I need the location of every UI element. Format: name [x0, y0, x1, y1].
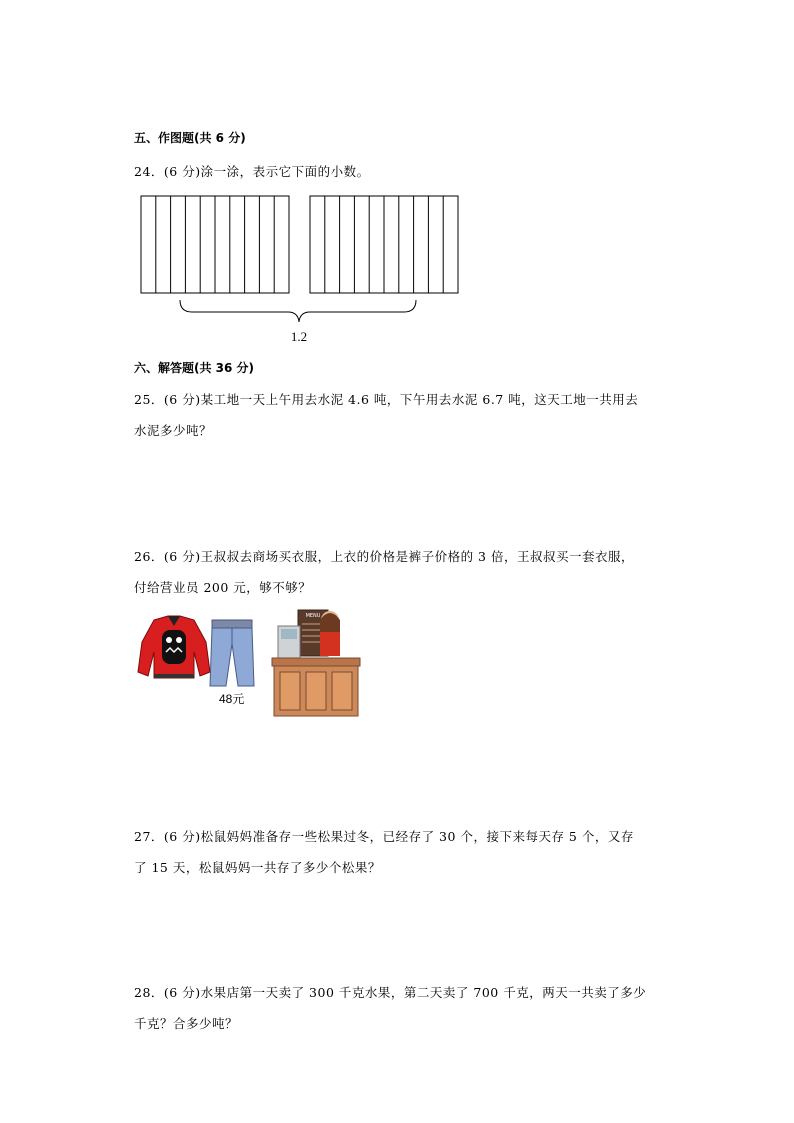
section-title-drawing: 五、作图题(共 6 分)	[134, 131, 246, 145]
pants-image	[210, 618, 260, 688]
question-25-line-1: 25．(6 分)某工地一天上午用去水泥 4.6 吨，下午用去水泥 6.7 吨，这天工地一共用去	[134, 392, 639, 407]
menu-sign-text: MENU	[305, 613, 321, 619]
brace-label: 1.2	[290, 329, 308, 344]
jacket-image	[134, 612, 214, 682]
question-27-line-2: 了 15 天，松鼠妈妈一共存了多少个松果？	[134, 860, 381, 875]
section-title-answers: 六、解答题(共 36 分)	[134, 361, 255, 375]
question-28-line-2: 千克？合多少吨？	[134, 1016, 239, 1031]
question-26-line-1: 26．(6 分)王叔叔去商场买衣服，上衣的价格是裤子价格的 3 倍，王叔叔买一套衣服，	[134, 549, 634, 564]
question-24-text: 24．(6 分)涂一涂，表示它下面的小数。	[134, 164, 370, 179]
pants-price: 48元	[219, 692, 245, 706]
question-27-line-1: 27．(6 分)松鼠妈妈准备存一些松果过冬，已经存了 30 个，接下来每天存 5 个，又存	[134, 829, 634, 844]
question-28-line-1: 28．(6 分)水果店第一天卖了 300 千克水果，第二天卖了 700 千克，两天一共卖了多少	[134, 985, 647, 1000]
curly-brace	[180, 300, 416, 322]
decimal-grid-figure	[0, 0, 794, 360]
grid-left	[141, 196, 289, 293]
grid-right	[310, 196, 458, 293]
question-25-line-2: 水泥多少吨？	[134, 423, 213, 438]
question-26-line-2: 付给营业员 200 元，够不够？	[134, 580, 312, 595]
shop-counter-image	[272, 608, 362, 716]
